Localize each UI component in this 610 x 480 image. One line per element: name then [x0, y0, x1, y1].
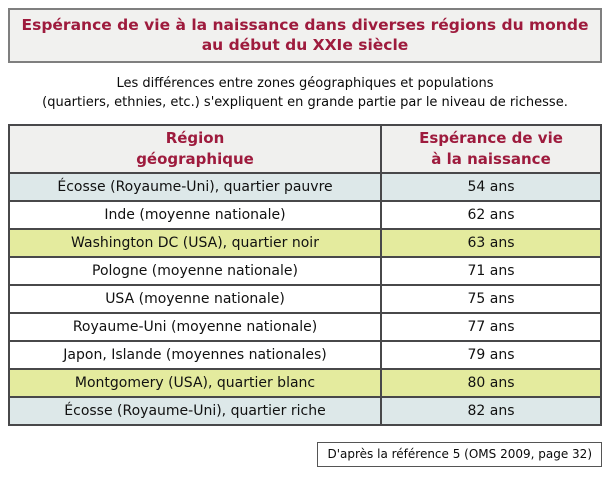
region-cell: Écosse (Royaume-Uni), quartier pauvre — [9, 173, 381, 201]
table-row — [9, 173, 601, 201]
region-cell: Royaume-Uni (moyenne nationale) — [9, 313, 381, 341]
reference-text: D'après la référence 5 (OMS 2009, page 32) — [327, 446, 592, 461]
region-cell: Washington DC (USA), quartier noir — [9, 229, 381, 257]
value-header-line-2: à la naissance — [431, 149, 551, 168]
value-cell: 77 ans — [381, 313, 601, 341]
value-cell: 62 ans — [381, 201, 601, 229]
footer — [8, 442, 602, 467]
table-row — [9, 341, 601, 369]
page-title — [14, 15, 596, 55]
life-expectancy-table — [8, 124, 602, 426]
region-cell: Pologne (moyenne nationale) — [9, 257, 381, 285]
table-row — [9, 313, 601, 341]
page-title-line-1: Espérance de vie à la naissance dans diverses régions du monde — [21, 16, 589, 34]
subtitle-line-2: (quartiers, ethnies, etc.) s'expliquent en grande partie par le niveau de richesse. — [42, 95, 568, 111]
region-header-line-1: Région — [165, 128, 225, 147]
value-cell: 79 ans — [381, 341, 601, 369]
reference-box — [317, 442, 602, 467]
region-cell: Inde (moyenne nationale) — [9, 201, 381, 229]
region-cell: Japon, Islande (moyennes nationales) — [9, 341, 381, 369]
value-cell: 82 ans — [381, 397, 601, 425]
table-row — [9, 285, 601, 313]
table-row — [9, 229, 601, 257]
subtitle-line-1: Les différences entre zones géographiques et populations — [116, 76, 494, 92]
region-cell: USA (moyenne nationale) — [9, 285, 381, 313]
subtitle — [8, 75, 602, 113]
region-cell: Montgomery (USA), quartier blanc — [9, 369, 381, 397]
region-cell: Écosse (Royaume-Uni), quartier riche — [9, 397, 381, 425]
value-column-header — [381, 125, 601, 173]
region-column-header — [9, 125, 381, 173]
value-header-line-1: Espérance de vie — [419, 128, 563, 147]
table-row — [9, 257, 601, 285]
value-cell: 71 ans — [381, 257, 601, 285]
table-row — [9, 397, 601, 425]
value-cell: 80 ans — [381, 369, 601, 397]
header-row — [9, 125, 601, 173]
value-cell: 63 ans — [381, 229, 601, 257]
region-header-line-2: géographique — [136, 149, 254, 168]
page-title-line-2: au début du XXIe siècle — [201, 36, 409, 55]
value-cell: 54 ans — [381, 173, 601, 201]
table-row — [9, 201, 601, 229]
title-box — [8, 8, 602, 63]
table-row — [9, 369, 601, 397]
value-cell: 75 ans — [381, 285, 601, 313]
